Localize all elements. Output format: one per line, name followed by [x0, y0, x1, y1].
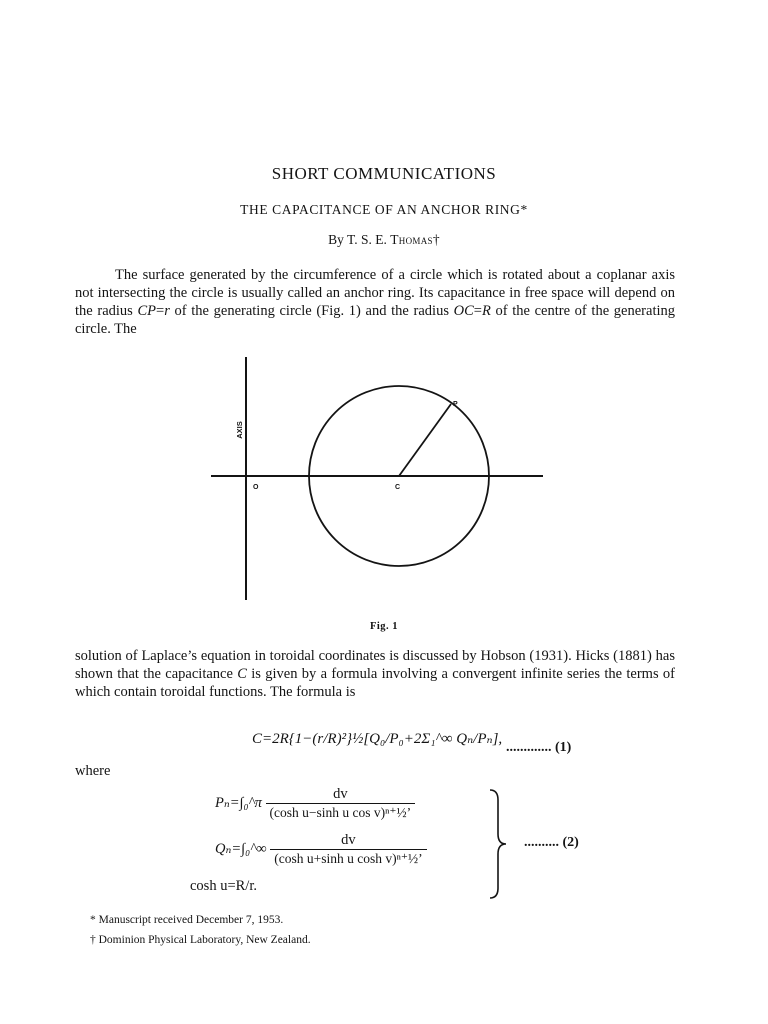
paragraph-1 [75, 266, 675, 338]
paragraph-1-text-a: The surface generated by the circumference of a circle which is rotated about a coplanar axis not intersecting the circle is usually called an anchor ring. Its capacitance in free space will depend on the radius [75, 267, 675, 319]
section-title: SHORT COMMUNICATIONS [271, 164, 497, 183]
equation-qn [215, 832, 427, 867]
origin-label: O [253, 484, 259, 491]
author-name: Thomas† [390, 232, 440, 247]
equation-1: C=2R{1−(r/R)²}½[Q₀/P₀+2Σ₁^∞ Qₙ/Pₙ], [252, 731, 503, 747]
paragraph-1-text-e: of the centre of the generating circle. The [75, 303, 675, 337]
paragraph-2-text-b: is given by a formula involving a convergent infinite series the terms of which contain toroidal functions. The formula is [75, 666, 675, 700]
qn-fraction [270, 832, 426, 867]
equation-2-number: .......... (2) [524, 835, 579, 850]
paragraph-2-text-a: solution of Laplace’s equation in toroidal coordinates is discussed by Hobson (1931). Hicks (1881) has shown that the capacitance [75, 648, 675, 682]
footnote-2: † Dominion Physical Laboratory, New Zealand. [90, 934, 311, 946]
symbol-C: C [237, 666, 247, 682]
pn-denominator: (cosh u−sinh u cos v)ⁿ⁺½’ [266, 803, 416, 821]
pn-lhs: Pₙ=∫₀^π [215, 794, 262, 811]
byline-prefix: By T. S. E. [328, 232, 387, 247]
footnote-1: * Manuscript received December 7, 1953. [90, 914, 284, 926]
paragraph-1-eq-b: = [473, 303, 482, 319]
paragraph-2 [75, 647, 675, 701]
symbol-oc: OC [453, 303, 474, 319]
symbol-r: r [164, 303, 170, 319]
centre-label: C [395, 484, 401, 491]
point-label: P [453, 401, 458, 408]
radius-cp [399, 404, 451, 476]
qn-denominator: (cosh u+sinh u cosh v)ⁿ⁺½’ [270, 849, 426, 867]
cosh-definition: cosh u=R/r. [190, 878, 257, 894]
right-brace [488, 788, 508, 900]
paper-title: THE CAPACITANCE OF AN ANCHOR RING* [240, 202, 528, 217]
qn-numerator: dv [341, 832, 356, 848]
equation-1-number: ............. (1) [506, 740, 572, 755]
symbol-R: R [481, 303, 491, 319]
figure-1 [205, 352, 550, 604]
axis-label: AXIS [235, 421, 244, 439]
pn-numerator: dv [333, 786, 348, 802]
qn-lhs: Qₙ=∫₀^∞ [215, 840, 267, 857]
byline [0, 232, 768, 248]
paragraph-1-eq-a: = [156, 303, 165, 319]
symbol-cp: CP [137, 303, 157, 319]
where-label: where [75, 763, 111, 779]
pn-fraction [266, 786, 416, 821]
figure-caption: Fig. 1 [369, 621, 399, 632]
equation-pn [215, 786, 415, 821]
paragraph-1-text-c: of the generating circle (Fig. 1) and the radius [169, 303, 454, 319]
